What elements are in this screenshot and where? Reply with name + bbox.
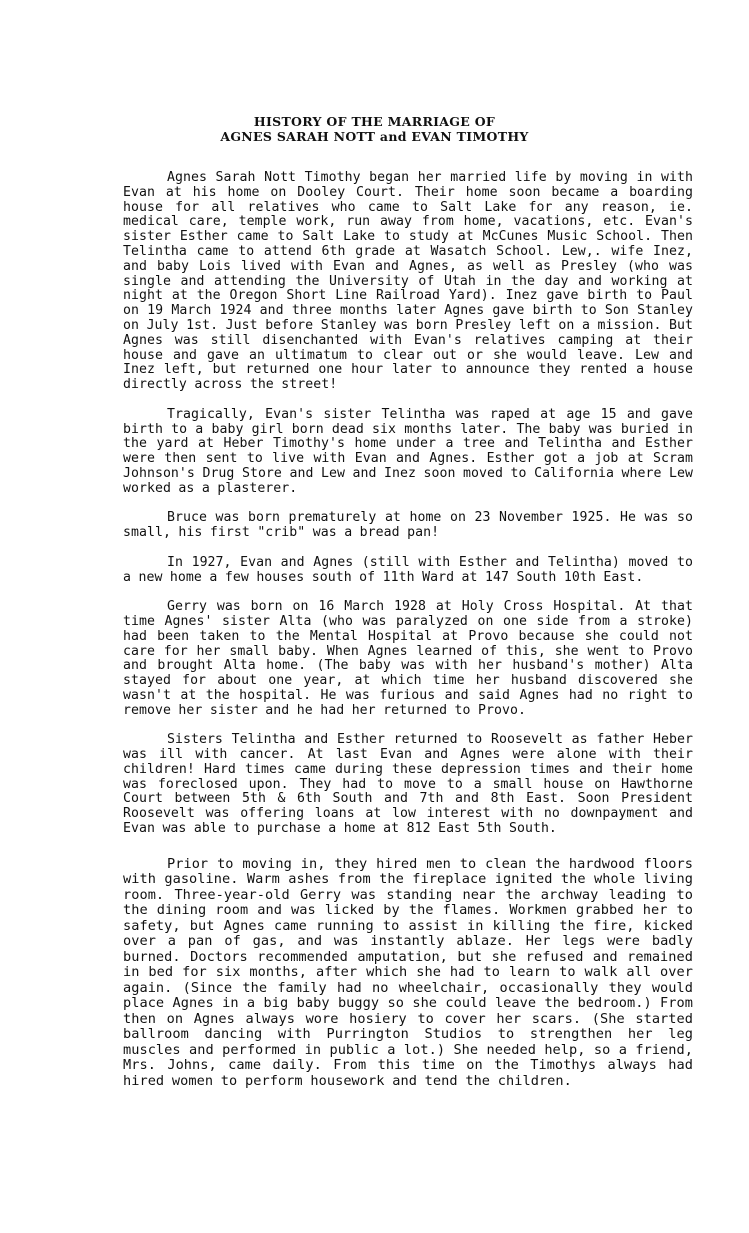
paragraph-1: Agnes Sarah Nott Timothy began her married life by moving in with Evan at his home on Dooley Court. Their home soon became a boarding house for all relatives who came to Salt Lake for any reason, ie. medical care, temple work, run away from home, vacations, etc. Evan's sister Esther came to Salt Lake to study at McCunes Music School. Then Telintha came to attend 6th grade at Wasatch School. Lew,. wife Inez, and baby Lois lived with Evan and Agnes, as well as Presley (who was single and attending the University of Utah in the day and working at night at the Oregon Short Line Railroad Yard). Inez gave birth to Paul on 19 March 1924 and three months later Agnes gave birth to Son Stanley on July 1st. Just before Stanley was born Presley left on a mission. But Agnes was still disenchanted with Evan's relatives camping at their house and gave an ultimatum to clear out or she would leave. Lew and Inez left, but returned one hour later to announce they rented a house directly across the street! [123, 170, 693, 393]
paragraph-6: Sisters Telintha and Esther returned to Roosevelt as father Heber was ill with cancer. At last Evan and Agnes were alone with their children! Hard times came during these depression times and their home was foreclosed upon. They had to move to a small house on Hawthorne Court between 5th & 6th South and 7th and 8th East. Soon President Roosevelt was offering loans at low interest with no downpayment and Evan was able to purchase a home at 812 East 5th South. [123, 732, 693, 837]
paragraph-2: Tragically, Evan's sister Telintha was raped at age 15 and gave birth to a baby girl born dead six months later. The baby was buried in the yard at Heber Timothy's home under a tree and Telintha and Esther were then sent to live with Evan and Agnes. Esther got a job at Scram Johnson's Drug Store and Lew and Inez soon moved to California where Lew worked as a plasterer. [123, 406, 693, 496]
paragraph-4: In 1927, Evan and Agnes (still with Esther and Telintha) moved to a new home a few houses south of 11th Ward at 147 South 10th East. [123, 554, 693, 585]
paragraph-3: Bruce was born prematurely at home on 23 November 1925. He was so small, his first "crib" was a bread pan! [123, 510, 693, 541]
paragraph-5: Gerry was born on 16 March 1928 at Holy Cross Hospital. At that time Agnes' sister Alta (who was paralyzed on one side from a stroke) had been taken to the Mental Hospital at Provo because she could not care for her small baby. When Agnes learned of this, she went to Provo and brought Alta home. (The baby was with her husband's mother) Alta stayed for about one year, at which time her husband discovered she wasn't at the hospital. He was furious and said Agnes had no right to remove her sister and he had her returned to Provo. [123, 599, 693, 718]
paragraph-7: Prior to moving in, they hired men to clean the hardwood floors with gasoline. Warm ashes from the fireplace ignited the whole living room. Three-year-old Gerry was standing near the archway leading to the dining room and was licked by the flames. Workmen grabbed her to safety, but Agnes came running to assist in killing the fire, kicked over a pan of gas, and was instantly ablaze. Her legs were badly burned. Doctors recommended amputation, but she refused and remained in bed for six months, after which she had to learn to walk all over again. (Since the family had no wheelchair, occasionally they would place Agnes in a big baby buggy so she could leave the bedroom.) From then on Agnes always wore hosiery to cover her scars. (She started ballroom dancing with Purrington Studios to strengthen her leg muscles and performed in public a lot.) She needed help, so a friend, Mrs. Johns, came daily. From this time on the Timothys always had hired women to perform housework and tend the children. [123, 855, 693, 1089]
document-body [123, 171, 693, 1104]
document-title-line1: HISTORY OF THE MARRIAGE OF [253, 114, 496, 129]
document-title-line2: AGNES SARAH NOTT and EVAN TIMOTHY [220, 129, 529, 144]
